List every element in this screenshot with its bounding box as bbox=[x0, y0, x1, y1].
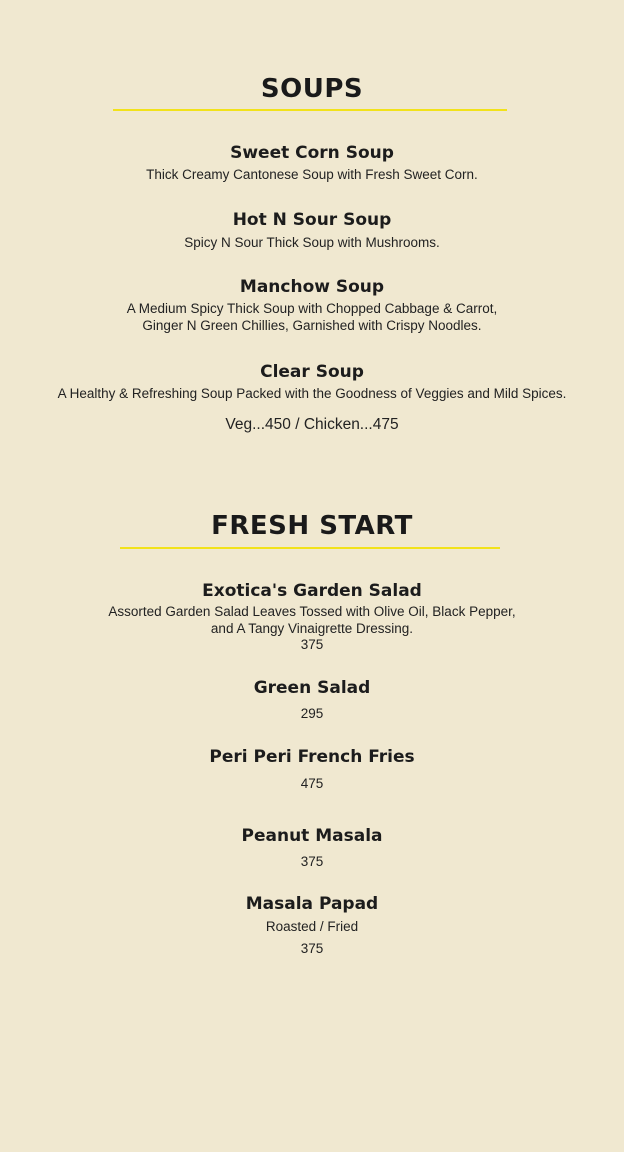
menu-item-name-garden-salad: Exotica's Garden Salad bbox=[202, 581, 422, 601]
menu-item-desc-garden-salad-line2: and A Tangy Vinaigrette Dressing. bbox=[210, 621, 414, 636]
menu-item-price-peanut-masala: 375 bbox=[300, 854, 324, 869]
menu-item-desc-hot-n-sour-soup: Spicy N Sour Thick Soup with Mushrooms. bbox=[184, 235, 440, 250]
menu-item-price-masala-papad: 375 bbox=[300, 941, 324, 956]
section-divider-fresh-start bbox=[120, 547, 500, 549]
menu-item-price-garden-salad: 375 bbox=[300, 637, 324, 652]
menu-item-price-green-salad: 295 bbox=[300, 706, 324, 721]
menu-item-desc-sweet-corn-soup: Thick Creamy Cantonese Soup with Fresh Sweet Corn. bbox=[146, 167, 478, 182]
menu-item-desc-manchow-soup-line1: A Medium Spicy Thick Soup with Chopped Cabbage & Carrot, bbox=[126, 301, 498, 316]
section-title-fresh-start: FRESH START bbox=[211, 511, 413, 541]
menu-item-name-sweet-corn-soup: Sweet Corn Soup bbox=[230, 143, 394, 163]
menu-item-desc-masala-papad: Roasted / Fried bbox=[265, 919, 359, 934]
menu-item-name-masala-papad: Masala Papad bbox=[245, 894, 379, 914]
menu-item-price-peri-peri-fries: 475 bbox=[300, 776, 324, 791]
menu-item-name-manchow-soup: Manchow Soup bbox=[239, 277, 385, 297]
menu-item-desc-clear-soup: A Healthy & Refreshing Soup Packed with the Goodness of Veggies and Mild Spices. bbox=[57, 386, 567, 401]
section-divider-soups bbox=[113, 109, 507, 111]
soups-price: Veg...450 / Chicken...475 bbox=[225, 416, 399, 433]
menu-item-name-peri-peri-fries: Peri Peri French Fries bbox=[209, 747, 415, 767]
menu-item-name-green-salad: Green Salad bbox=[253, 678, 371, 698]
section-title-soups: SOUPS bbox=[260, 74, 364, 104]
menu-item-name-clear-soup: Clear Soup bbox=[260, 362, 364, 382]
menu-item-desc-garden-salad-line1: Assorted Garden Salad Leaves Tossed with Olive Oil, Black Pepper, bbox=[108, 604, 516, 619]
menu-item-desc-manchow-soup-line2: Ginger N Green Chillies, Garnished with Crispy Noodles. bbox=[142, 318, 482, 333]
menu-item-name-hot-n-sour-soup: Hot N Sour Soup bbox=[232, 210, 392, 230]
menu-item-name-peanut-masala: Peanut Masala bbox=[241, 826, 383, 846]
